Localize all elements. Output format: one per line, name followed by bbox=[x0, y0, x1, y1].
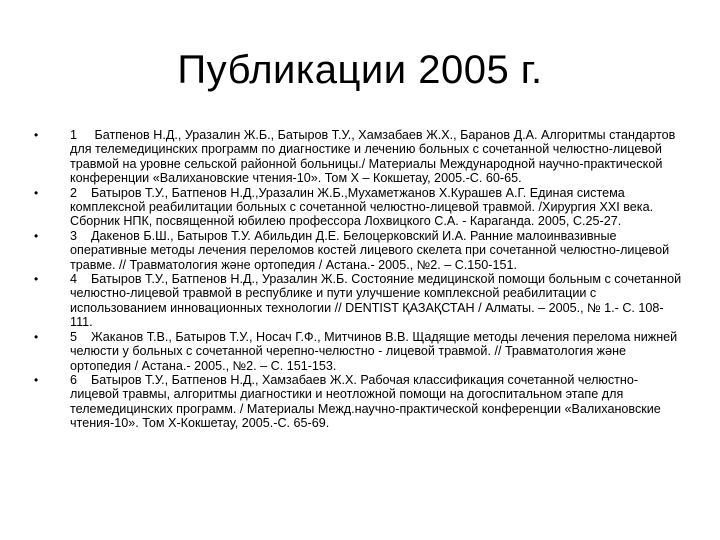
list-item bbox=[34, 373, 686, 431]
list-item bbox=[34, 330, 686, 373]
bullet-icon: • bbox=[34, 372, 39, 387]
list-item bbox=[34, 186, 686, 229]
item-text: Жаканов Т.В., Батыров Т.У., Носач Г.Ф., Митчинов В.В. Щадящие методы лечения перелома нижней челюсти у больных с сочетанной черепно-челюстно - лицевой травмой. // Травматология және ортопедия / Астана.- 2005., №2. – С. 151-153. bbox=[70, 329, 678, 373]
list-item bbox=[34, 229, 686, 272]
item-number: 4 bbox=[70, 272, 78, 287]
item-text: Батыров Т.У., Батпенов Н.Д., Уразалин Ж.Б. Состояние медицинской помощи больным с сочетанной челюстно-лицевой травмой в республике и пути улучшение комплексной реабилитации с использованием инновационных технологии // DENTIST ҚАЗАҚСТАН / Алматы. – 2005., № 1.- С. 108-111. bbox=[70, 272, 682, 330]
item-number: 3 bbox=[70, 228, 78, 243]
bullet-icon: • bbox=[34, 329, 39, 344]
item-text: Батыров Т.У., Батпенов Н.Д., Хамзабаев Ж.Х. Рабочая классификация сочетанной челюстно-лицевой травмы, алгоритмы диагностики и неотложной помощи на догоспитальном этапе для телемедицинских программ. / Материалы Межд.научно-практической конференции «Валихановские чтения-10». Том Х-Кокшетау, 2005.-С. 65-69. bbox=[70, 372, 661, 431]
page-title: Публикации 2005 г. bbox=[177, 48, 543, 92]
bullet-icon: • bbox=[34, 128, 39, 142]
bullet-icon: • bbox=[34, 185, 39, 200]
publication-list bbox=[34, 128, 686, 431]
list-item bbox=[34, 272, 686, 330]
item-number: 6 bbox=[70, 372, 78, 387]
bullet-icon: • bbox=[34, 228, 39, 243]
item-number: 5 bbox=[70, 329, 78, 344]
item-text: Батпенов Н.Д., Уразалин Ж.Б., Батыров Т.У., Хамзабаев Ж.Х., Баранов Д.А. Алгоритмы стандартов для телемедицинских программ по диагностике и лечению больных с сочетанной челюстно-лицевой травмой на уровне сельской районной больницы./ Материалы Международной научно-практической конференции «Валихановские чтения-10». Том Х – Кокшетау, 2005.-С. 60-65. bbox=[70, 128, 676, 186]
item-number: 1 bbox=[70, 128, 78, 142]
bullet-icon: • bbox=[34, 272, 39, 287]
item-text: Дакенов Б.Ш., Батыров Т.У. Абильдин Д.Е. Белоцерковский И.А. Ранние малоинвазивные оперативные методы лечения переломов костей лицевого скелета при сочетанной челюстно-лицевой травме. // Травматология және ортопедия / Астана.- 2005., №2. – С.150-151. bbox=[70, 228, 670, 272]
list-item bbox=[34, 128, 686, 186]
item-text: Батыров Т.У., Батпенов Н.Д.,Уразалин Ж.Б.,Мухаметжанов Х.Курашев А.Г. Единая система комплексной реабилитации больных с сочетанной челюстно-лицевой травмой. /Хирургия XXI века. Сборник НПК, посвященной юбилею профессора Лохвицкого С.А. - Караганда. 2005, С.25-27. bbox=[70, 185, 654, 229]
item-number: 2 bbox=[70, 185, 78, 200]
